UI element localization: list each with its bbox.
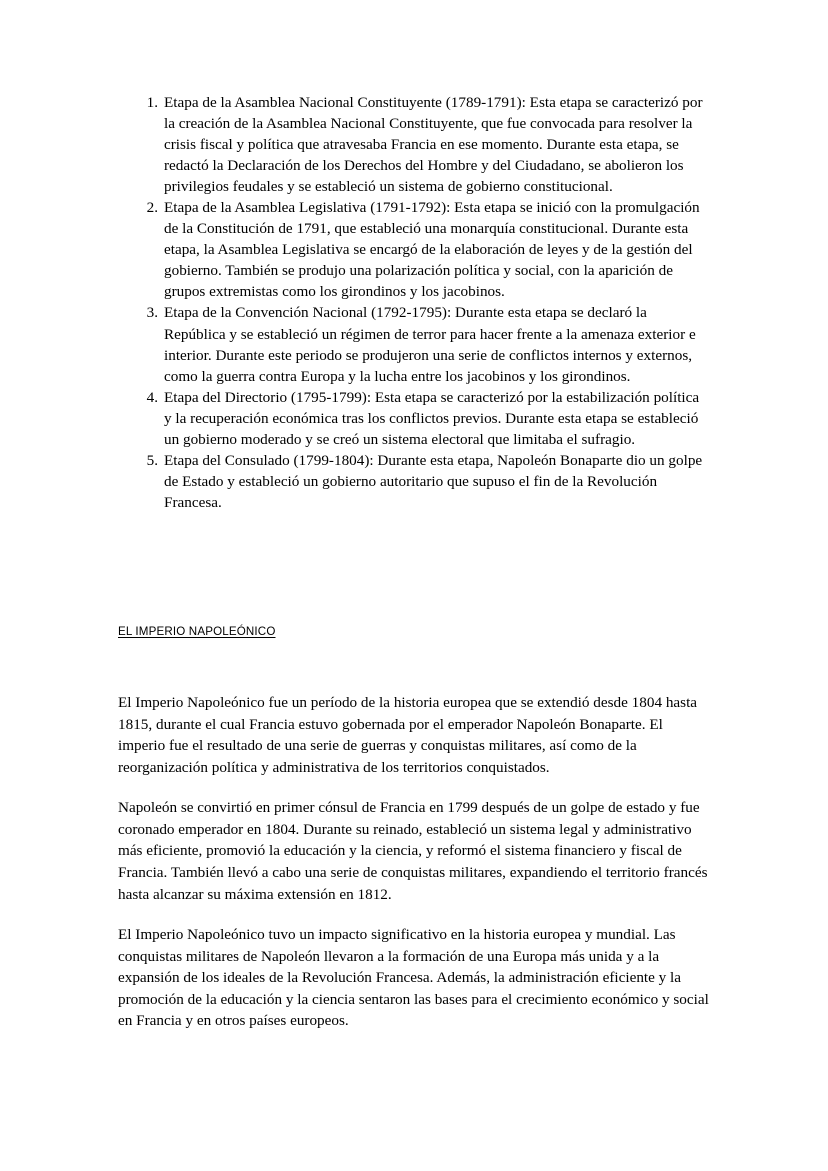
list-item-number: 2.: [146, 199, 158, 217]
list-item-text: Etapa de la Convención Nacional (1792-1795): Durante esta etapa se declaró la República y se estableció un régimen de terror para hacer frente a la amenaza exterior e interior. Durante este periodo se produjeron una serie de conflictos internos y externos, como la guerra contra Europa y la lucha entre los jacobinos y los girondinos.: [164, 304, 696, 385]
list-item-number: 4.: [146, 388, 158, 406]
section-heading: EL IMPERIO NAPOLEÓNICO: [118, 624, 276, 638]
list-item-text: Etapa de la Asamblea Legislativa (1791-1792): Esta etapa se inició con la promulgación de la Constitución de 1791, que estableció una monarquía constitucional. Durante esta etapa, la Asamblea Legislativa se encargó de la elaboración de leyes y de la gestión del gobierno. También se produjo una polarización política y social, con la aparición de grupos extremistas como los girondinos y los jacobinos.: [164, 199, 700, 301]
paragraph: Napoleón se convirtió en primer cónsul de Francia en 1799 después de un golpe de estado y fue coronado emperador en 1804. Durante su reinado, estableció un sistema legal y administrativo más eficiente, promovió la educación y la ciencia, y reformó el sistema financiero y fiscal de Francia. También llevó a cabo una serie de conquistas militares, expandiendo el territorio francés hasta alcanzar su máxima extensión en 1812.: [118, 799, 708, 903]
list-item-text: Etapa del Consulado (1799-1804): Durante esta etapa, Napoleón Bonaparte dio un golpe de Estado y estableció un gobierno autoritario que supuso el fin de la Revolución Francesa.: [164, 451, 703, 511]
list-item-number: 3.: [146, 304, 158, 322]
list-item-number: 1.: [146, 94, 158, 111]
list-item: [118, 450, 710, 513]
list-item: [118, 302, 710, 386]
paragraph: El Imperio Napoleónico fue un período de la historia europea que se extendió desde 1804 hasta 1815, durante el cual Francia estuvo gobernada por el emperador Napoleón Bonaparte. El imperio fue el resultado de una serie de guerras y conquistas militares, así como de la reorganización política y administrativa de los territorios conquistados.: [118, 693, 698, 776]
revolution-stages-list: [118, 92, 710, 513]
paragraph: El Imperio Napoleónico tuvo un impacto significativo en la historia europea y mundial. Las conquistas militares de Napoleón llevaron a la formación de una Europa más unida y a la expansión de los ideales de la Revolución Francesa. Además, la administración eficiente y la promoción de la educación y la ciencia sentaron las bases para el crecimiento económico y social en Francia y en otros países europeos.: [118, 926, 709, 1030]
list-item: [118, 387, 710, 450]
list-item-text: Etapa de la Asamblea Nacional Constituyente (1789-1791): Esta etapa se caracterizó por la creación de la Asamblea Nacional Constituyente, que fue convocada para resolver la crisis fiscal y política que atravesaba Francia en ese momento. Durante esta etapa, se redactó la Declaración de los Derechos del Hombre y del Ciudadano, se abolieron los privilegios feudales y se estableció un sistema de gobierno constitucional.: [164, 94, 703, 196]
list-item-text: Etapa del Directorio (1795-1799): Esta etapa se caracterizó por la estabilización política y la recuperación económica tras los conflictos previos. Durante esta etapa se estableció un gobierno moderado y se creó un sistema electoral que limitaba el sufragio.: [164, 388, 700, 448]
list-item-number: 5.: [146, 451, 158, 469]
body-text: [118, 692, 710, 1032]
list-item: [118, 92, 710, 197]
list-item: [118, 197, 710, 302]
